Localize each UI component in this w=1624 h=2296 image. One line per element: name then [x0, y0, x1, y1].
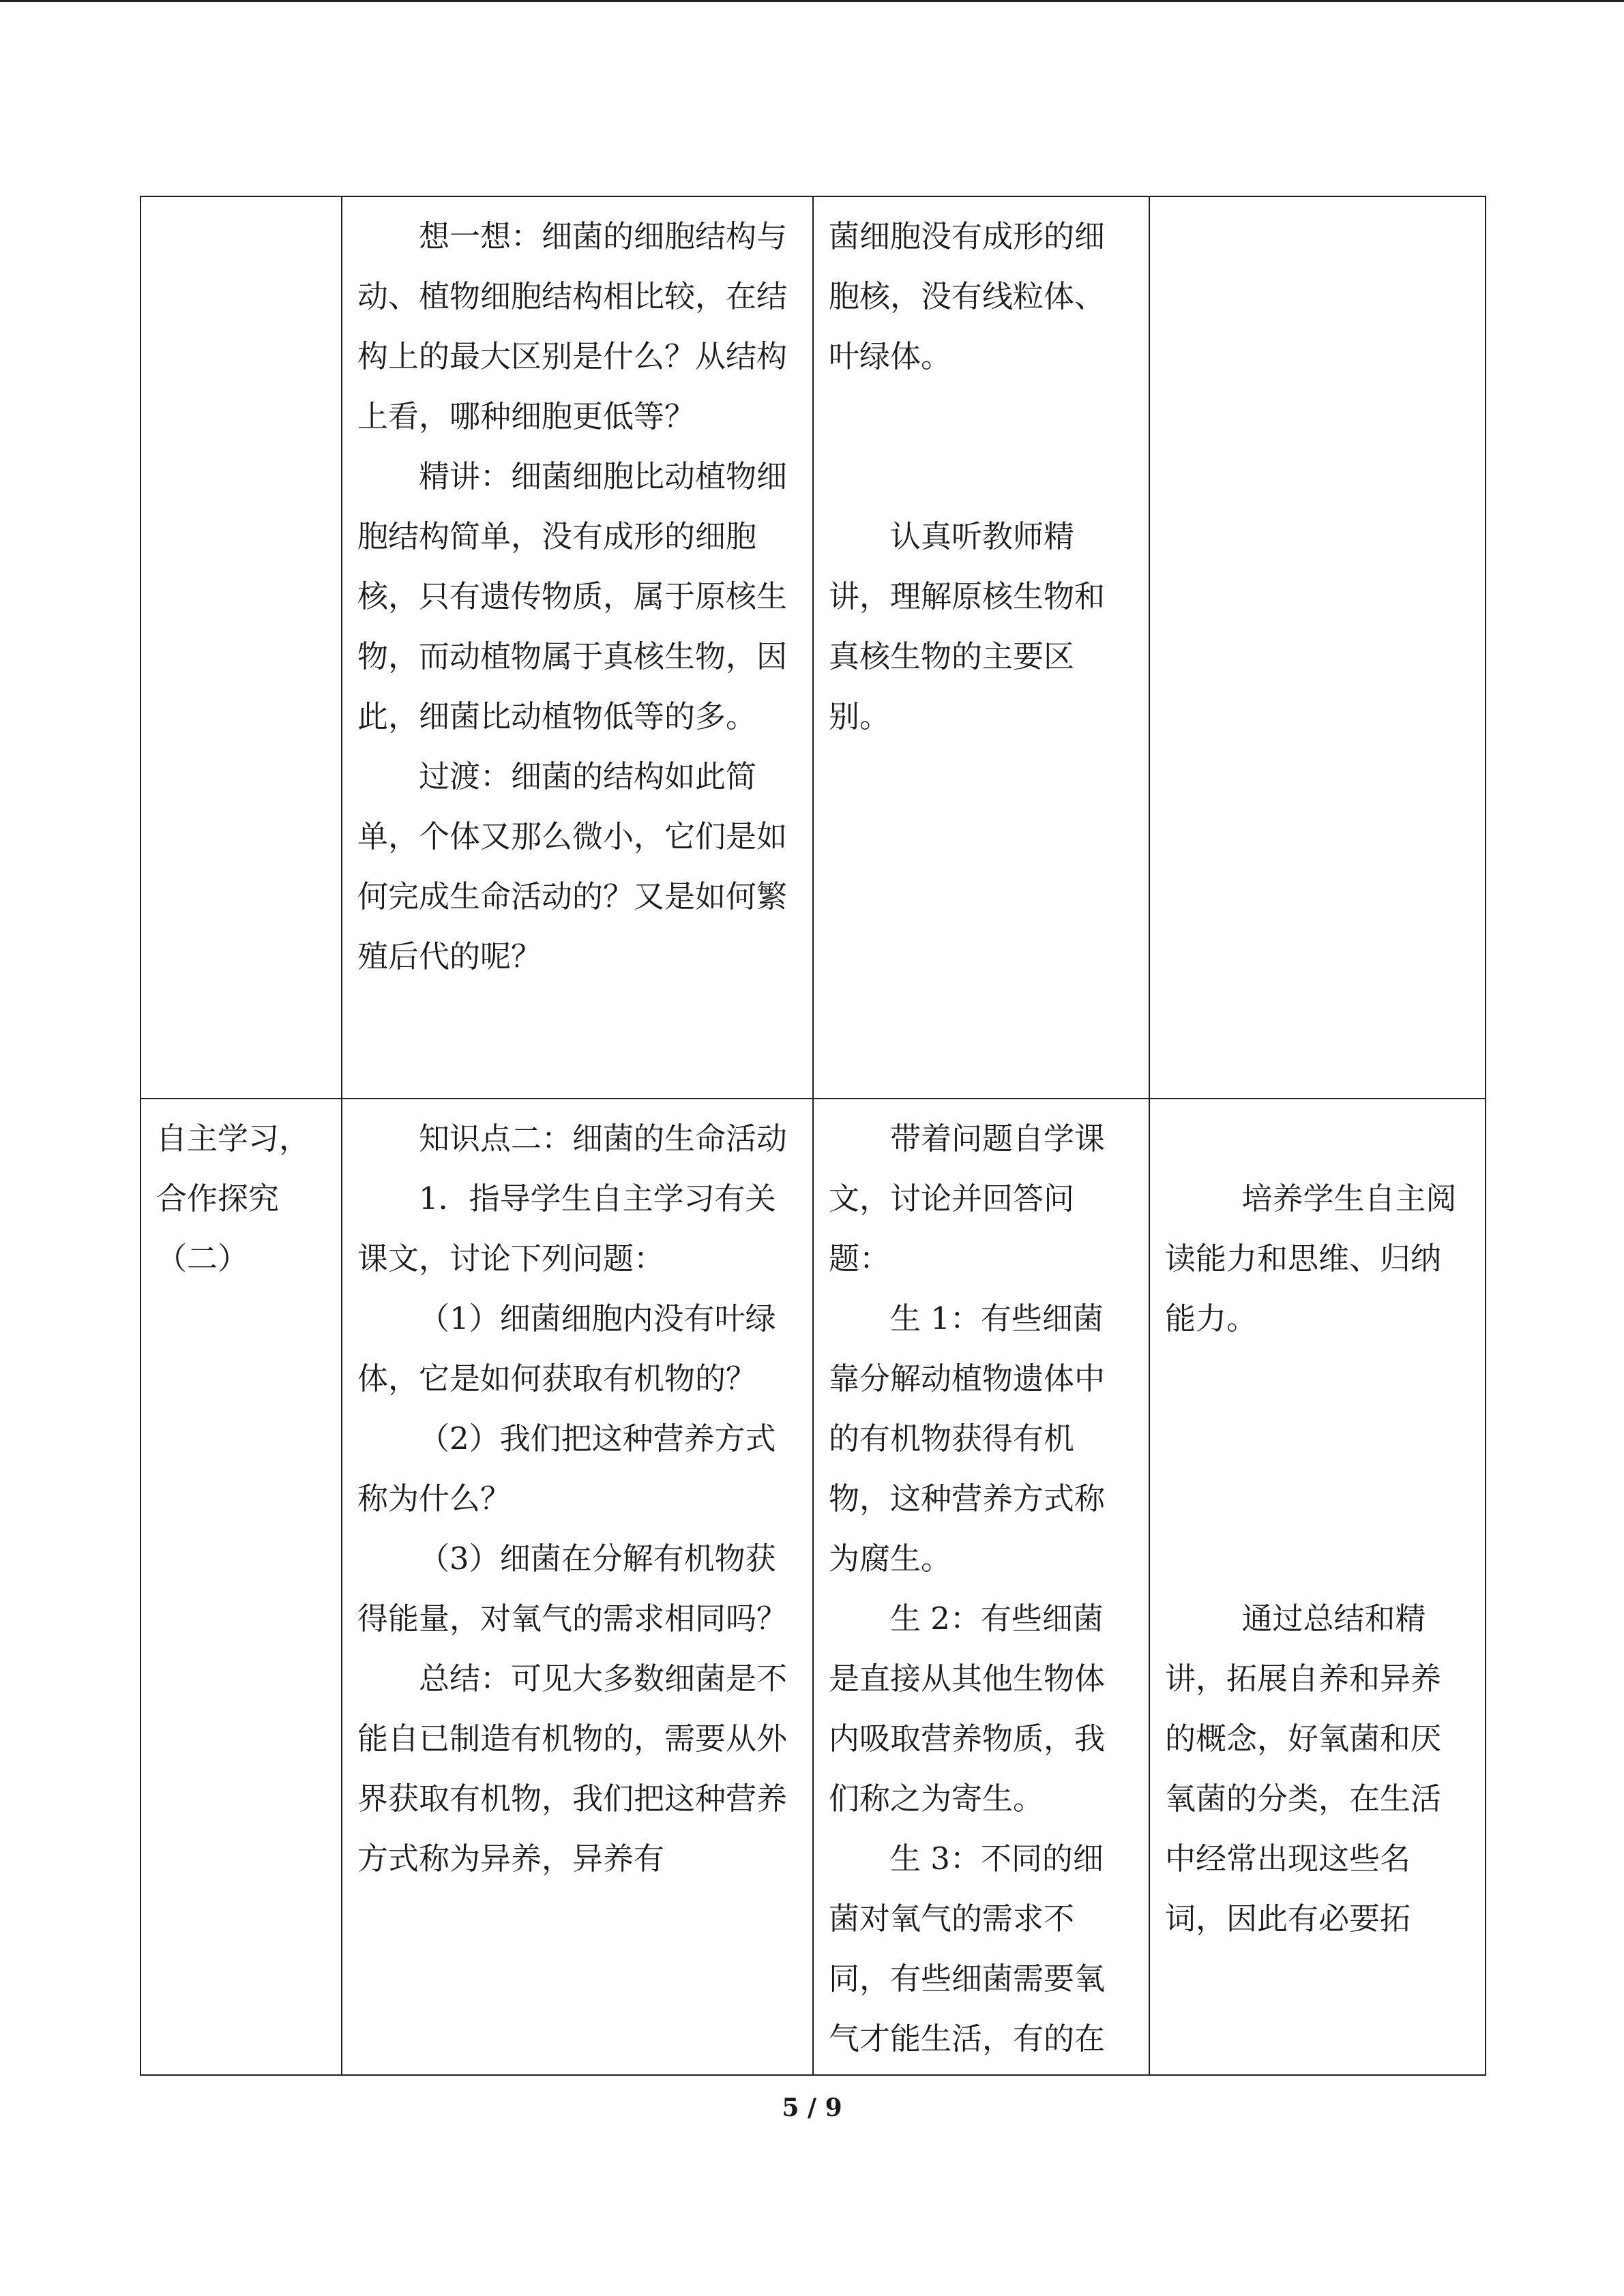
- teacher-activity-cell: [342, 1099, 813, 2075]
- student-paragraph: 菌细胞没有成形的细胞核，没有线粒体、叶绿体。: [829, 218, 1106, 374]
- student-activity-cell: [813, 196, 1149, 1099]
- teacher-paragraph: 1．指导学生自主学习有关课文，讨论下列问题：: [357, 1180, 776, 1277]
- teacher-paragraph: （1）细菌细胞内没有叶绿体，它是如何获取有机物的？: [357, 1300, 776, 1397]
- teacher-paragraph: 精讲：细菌细胞比动植物细胞结构简单，没有成形的细胞核，只有遗传物质，属于原核生物，而动植物属于真核生物，因此，细菌比动植物低等的多。: [357, 458, 788, 734]
- teacher-paragraph: 总结：可见大多数细菌是不能自已制造有机物的，需要从外界获取有机物，我们把这种营养方式称为异养，异养有: [357, 1660, 788, 1877]
- student-paragraph: 带着问题自学课文，讨论并回答问题：: [829, 1120, 1106, 1277]
- student-activity-cell: [813, 1099, 1149, 2075]
- teacher-paragraph: （3）细菌在分解有机物获得能量，对氧气的需求相同吗？: [357, 1540, 788, 1637]
- table-row: [141, 1099, 1486, 2075]
- design-intent-cell: [1149, 196, 1486, 1099]
- teacher-paragraph: 过渡：细菌的结构如此简单，个体又那么微小，它们是如何完成生命活动的？又是如何繁殖后代的呢？: [357, 758, 788, 974]
- page-number: 5 / 9: [782, 2093, 842, 2122]
- student-paragraph: 生 2：有些细菌是直接从其他生物体内吸取营养物质，我们称之为寄生。: [829, 1600, 1106, 1817]
- student-paragraph: 认真听教师精讲，理解原核生物和真核生物的主要区别。: [829, 518, 1106, 734]
- student-paragraph: 生 3：不同的细菌对氧气的需求不同，有些细菌需要氧气才能生活，有的在: [829, 1840, 1106, 2057]
- teacher-activity-cell: [342, 196, 813, 1099]
- design-intent-cell: [1149, 1099, 1486, 2075]
- teacher-paragraph: 想一想：细菌的细胞结构与动、植物细胞结构相比较，在结构上的最大区别是什么？从结构上看，哪种细胞更低等？: [357, 218, 788, 434]
- teacher-paragraph: （2）我们把这种营养方式称为什么？: [357, 1420, 776, 1517]
- top-border-line: [0, 0, 1624, 2]
- stage-label: 自主学习，合作探究（二）: [156, 1120, 310, 1277]
- stage-cell: [141, 196, 342, 1099]
- teacher-paragraph: 知识点二：细菌的生命活动: [419, 1120, 788, 1157]
- stage-cell: [141, 1099, 342, 2075]
- intent-paragraph: 通过总结和精讲，拓展自养和异养的概念，好氧菌和厌氧菌的分类，在生活中经常出现这些名词，因此有必要拓: [1165, 1600, 1442, 1937]
- table-row: [141, 196, 1486, 1099]
- intent-paragraph: 培养学生自主阅读能力和思维、归纳能力。: [1165, 1180, 1457, 1337]
- student-paragraph: 生 1：有些细菌靠分解动植物遗体中的有机物获得有机物，这种营养方式称为腐生。: [829, 1300, 1106, 1577]
- lesson-plan-table: [140, 196, 1486, 2076]
